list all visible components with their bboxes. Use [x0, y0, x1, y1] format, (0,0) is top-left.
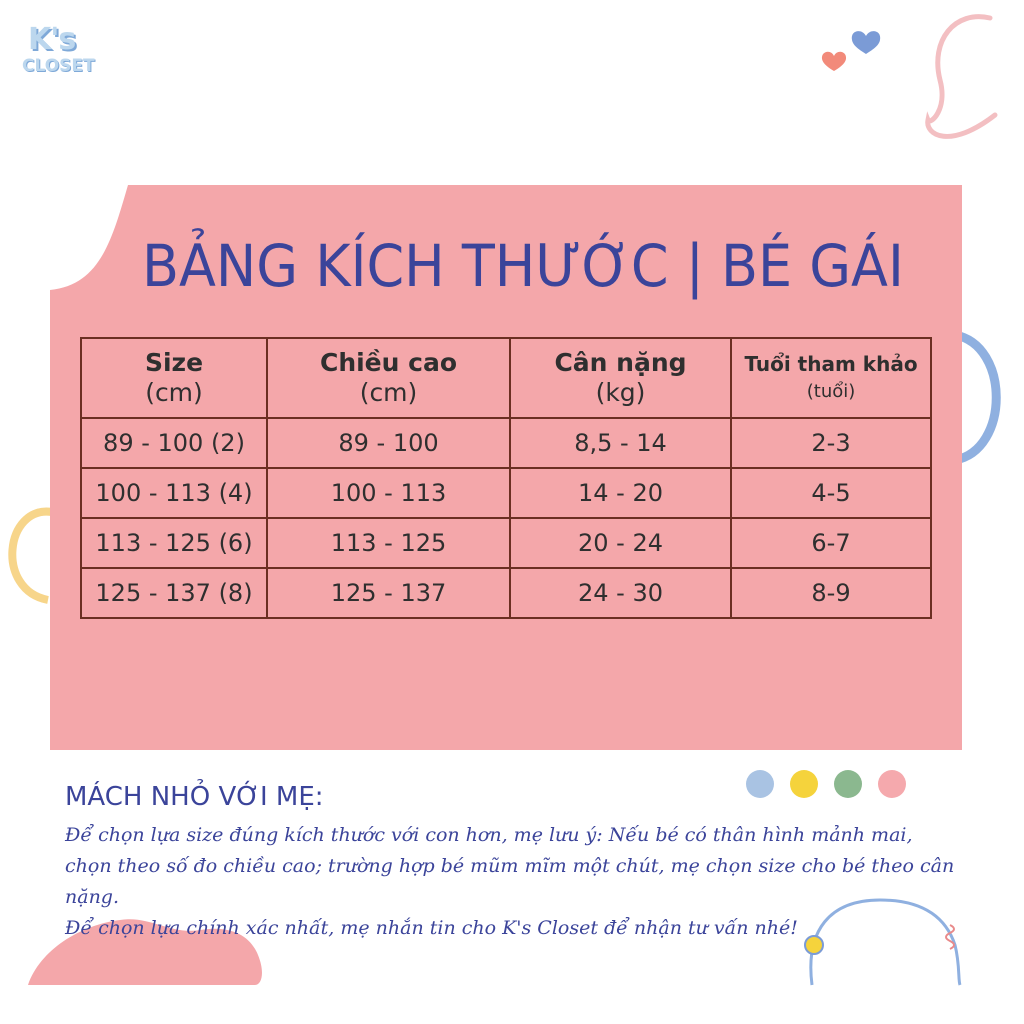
pink-loop-decoration: [928, 17, 995, 137]
header-height: [267, 338, 510, 418]
cell-age: 6-7: [731, 518, 931, 568]
logo-line1: K's: [28, 22, 76, 57]
table-row: [81, 468, 931, 518]
cell-weight: 8,5 - 14: [510, 418, 731, 468]
cell-size: 113 - 125 (6): [81, 518, 267, 568]
table-row: [81, 518, 931, 568]
size-table: [80, 337, 932, 619]
cell-height: 113 - 125: [267, 518, 510, 568]
color-dot-icon: [746, 770, 774, 798]
tips-title: MÁCH NHỎ VỚI MẸ:: [65, 782, 324, 812]
cell-size: 89 - 100 (2): [81, 418, 267, 468]
header-weight: [510, 338, 731, 418]
tips-text: [65, 820, 965, 944]
page-title: BẢNG KÍCH THƯỚC | BÉ GÁI: [142, 232, 904, 300]
cell-height: 125 - 137: [267, 568, 510, 618]
yellow-ring-decoration: [12, 512, 52, 600]
tips-paragraph: Để chọn lựa chính xác nhất, mẹ nhắn tin cho K's Closet để nhận tư vấn nhé!: [65, 917, 798, 939]
cell-size: 100 - 113 (4): [81, 468, 267, 518]
cell-height: 89 - 100: [267, 418, 510, 468]
cell-size: 125 - 137 (8): [81, 568, 267, 618]
tips-paragraph: Để chọn lựa size đúng kích thước với con hơn, mẹ lưu ý: Nếu bé có thân hình mảnh mai, chọn theo số đo chiều cao; trường hợp bé mũm mĩm một chút, mẹ chọn size cho bé theo cân nặng.: [65, 824, 955, 908]
header-label: Size: [144, 348, 204, 377]
header-size: [81, 338, 267, 418]
header-label: Chiều cao: [319, 348, 458, 377]
cell-age: 4-5: [731, 468, 931, 518]
header-age: [731, 338, 931, 418]
cell-age: 8-9: [731, 568, 931, 618]
cell-weight: 20 - 24: [510, 518, 731, 568]
logo-line2: CLOSET: [22, 56, 95, 76]
heart-icon: [822, 52, 846, 71]
header-unit: (tuổi): [806, 381, 856, 402]
header-unit: (kg): [595, 378, 646, 407]
heart-icon: [852, 31, 880, 54]
table-row: [81, 418, 931, 468]
header-label: Tuổi tham khảo: [744, 352, 918, 376]
color-dot-icon: [834, 770, 862, 798]
table-header-row: [81, 338, 931, 418]
color-dot-icon: [878, 770, 906, 798]
header-unit: (cm): [145, 378, 203, 407]
header-label: Cân nặng: [554, 348, 687, 377]
cell-age: 2-3: [731, 418, 931, 468]
cell-weight: 14 - 20: [510, 468, 731, 518]
table-row: [81, 568, 931, 618]
cell-weight: 24 - 30: [510, 568, 731, 618]
cell-height: 100 - 113: [267, 468, 510, 518]
brand-logo: [20, 22, 95, 80]
color-dot-icon: [790, 770, 818, 798]
header-unit: (cm): [359, 378, 418, 407]
